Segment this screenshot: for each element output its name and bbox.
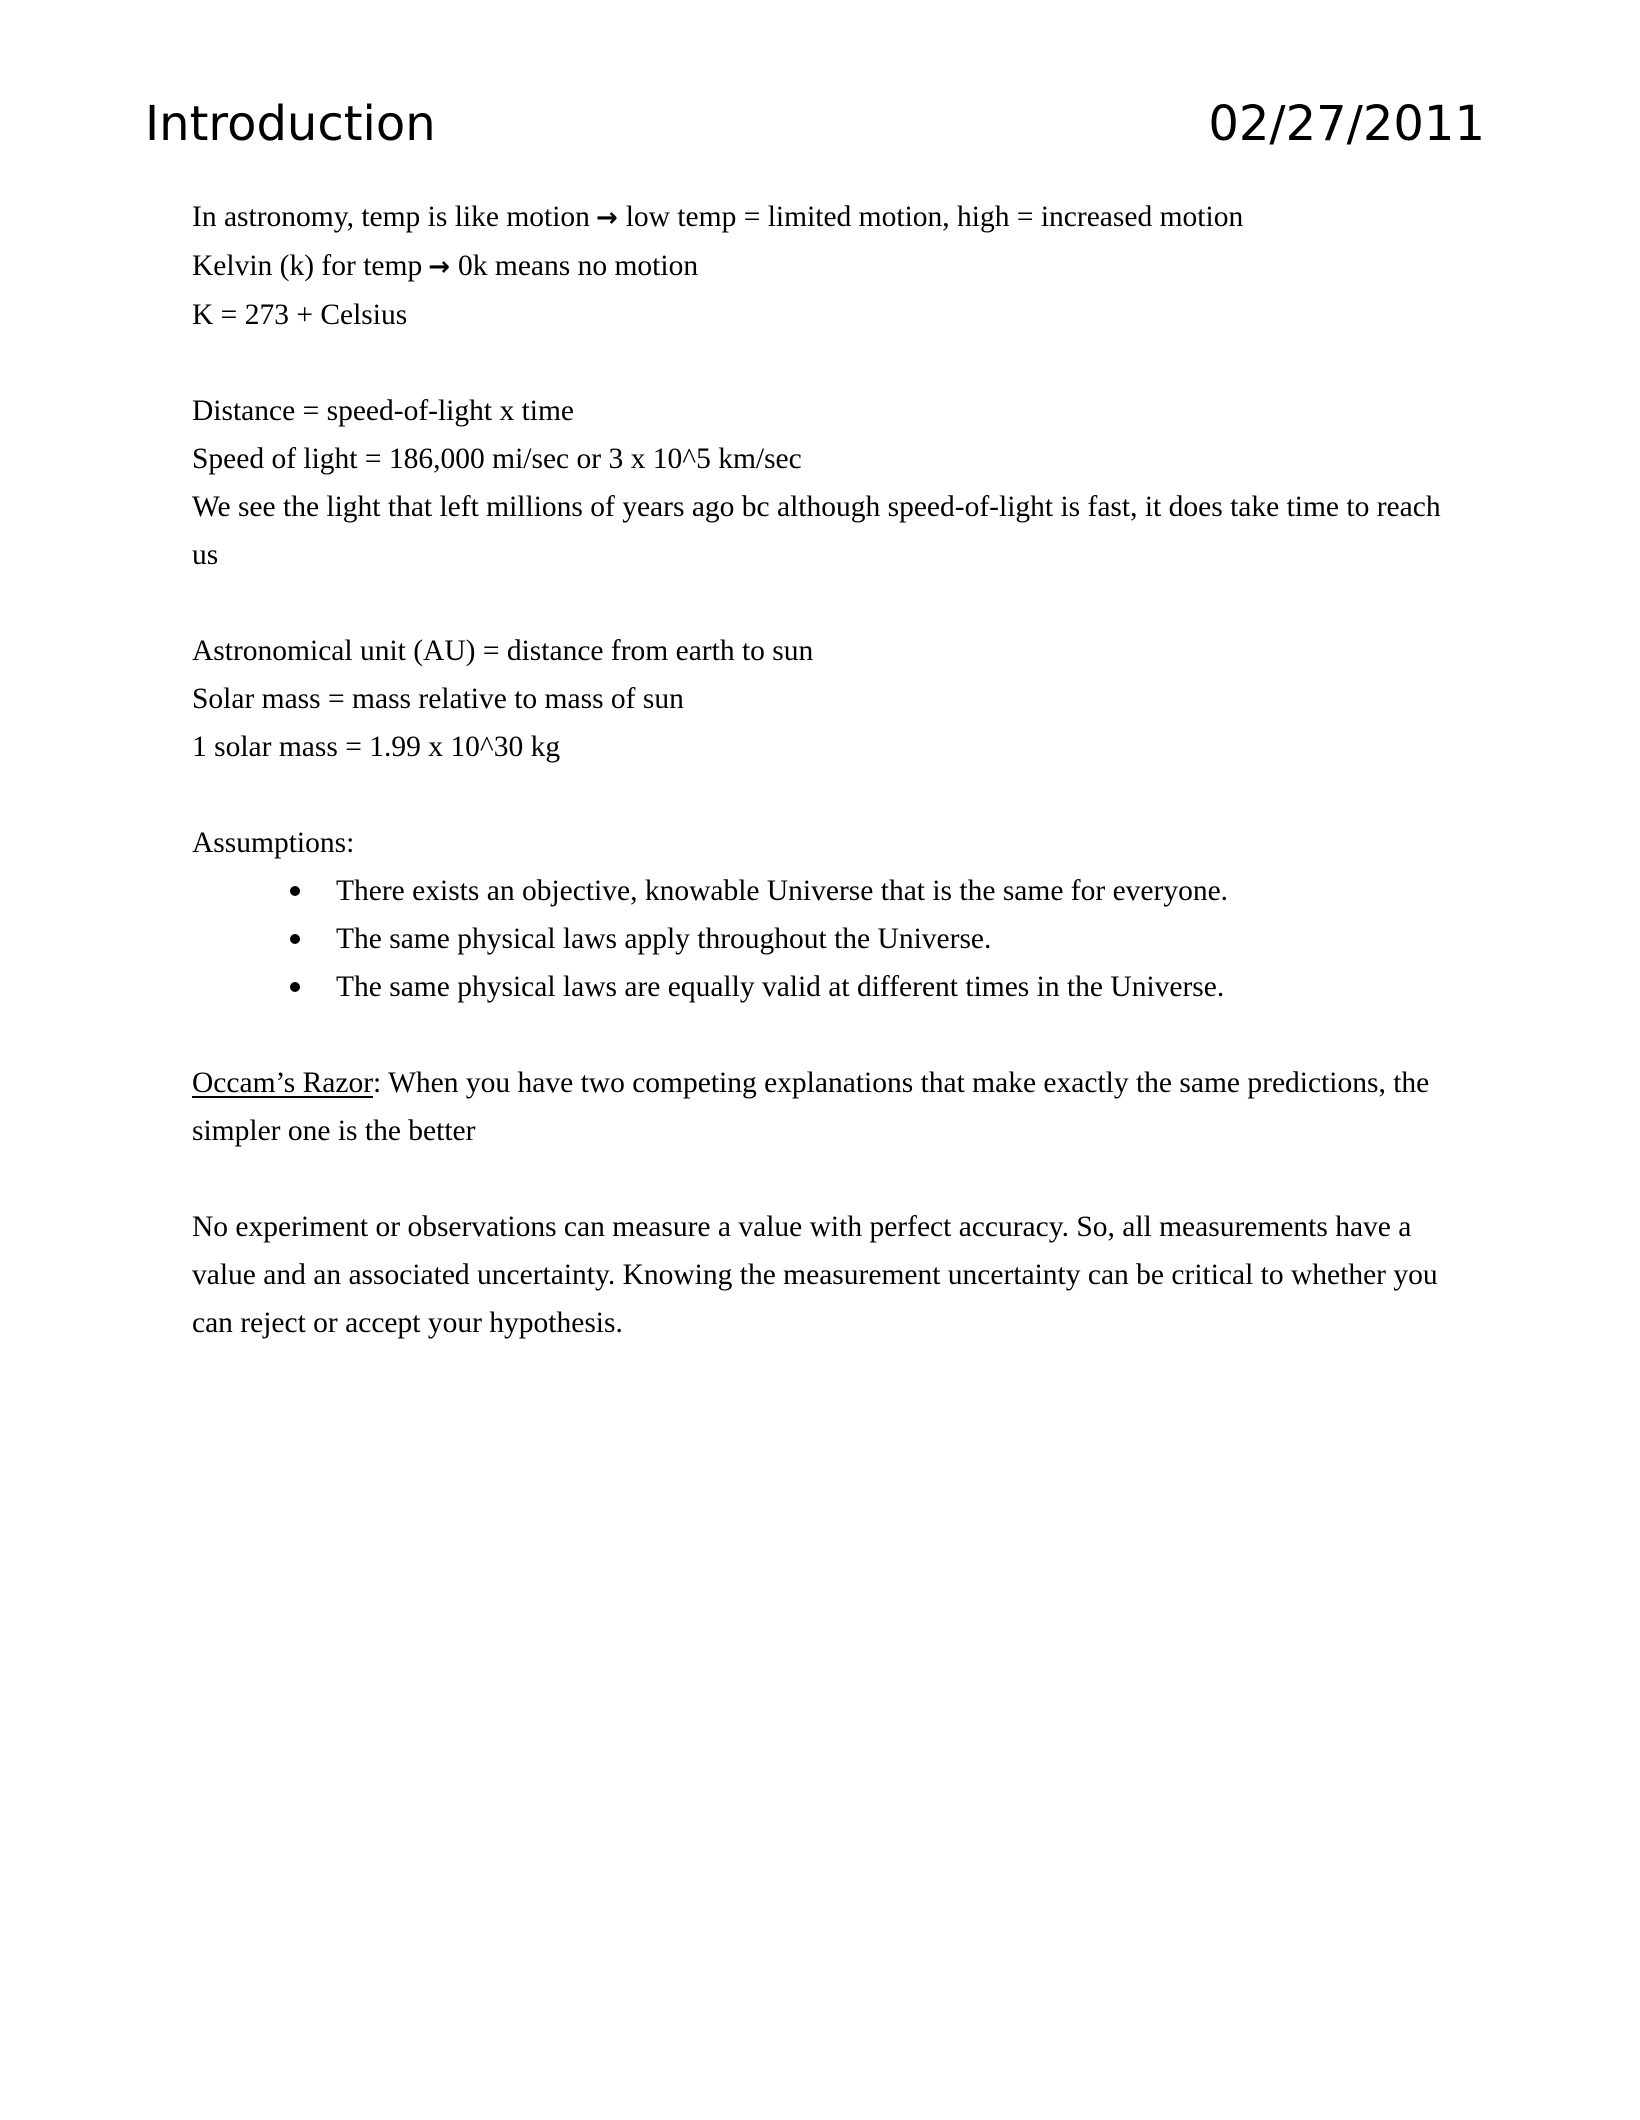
assumptions-heading: Assumptions: [192,827,355,859]
bullet-icon [290,934,300,944]
page-header [145,92,1485,162]
right-arrow-icon: → [595,203,618,233]
temperature-line-2 [192,242,1462,291]
notes-body [192,193,1462,1347]
temperature-line-1-end: low temp = limited motion, high = increased motion [625,201,1244,233]
right-arrow-icon: → [428,252,450,282]
distance-line-3: We see the light that left millions of years ago bc although speed-of-light is fast, it does take time to reach us [192,491,1441,571]
assumptions-list [192,867,1462,1011]
temperature-line-2-start: Kelvin (k) for temp [192,250,423,282]
temperature-line-2-end: 0k means no motion [458,250,699,282]
occam-paragraph [192,1059,1462,1155]
bullet-icon [290,982,300,992]
list-item [192,867,1462,915]
paragraph-spacer [192,771,1462,819]
paragraph-spacer [192,339,1462,387]
page-title: Introduction [145,96,436,152]
temperature-line-1 [192,193,1462,242]
list-item-text: There exists an objective, knowable Universe that is the same for everyone. [336,875,1229,907]
distance-line-1: Distance = speed-of-light x time [192,395,575,427]
list-item-text: The same physical laws are equally valid at different times in the Universe. [336,971,1225,1003]
page-date: 02/27/2011 [1208,96,1485,152]
list-item [192,963,1462,1011]
units-line-3: 1 solar mass = 1.99 x 10^30 kg [192,731,561,763]
paragraph-spacer [192,1155,1462,1203]
temperature-line-1-start: In astronomy, temp is like motion [192,201,590,233]
units-line-2: Solar mass = mass relative to mass of sun [192,683,684,715]
occam-term: Occam’s Razor [192,1067,374,1099]
measurement-paragraph: No experiment or observations can measure a value with perfect accuracy. So, all measurements have a value and an associated uncertainty. Knowing the measurement uncertainty can be critical to whether you can reject or accept your hypothesis. [192,1211,1438,1339]
list-item [192,915,1462,963]
paragraph-spacer [192,579,1462,627]
distance-line-2: Speed of light = 186,000 mi/sec or 3 x 10^5 km/sec [192,443,802,475]
bullet-icon [290,886,300,896]
list-item-text: The same physical laws apply throughout the Universe. [336,923,992,955]
units-line-1: Astronomical unit (AU) = distance from earth to sun [192,635,814,667]
occam-definition: : When you have two competing explanations that make exactly the same predictions, the simpler one is the better [192,1067,1430,1147]
temperature-line-3: K = 273 + Celsius [192,299,408,331]
paragraph-spacer [192,1011,1462,1059]
